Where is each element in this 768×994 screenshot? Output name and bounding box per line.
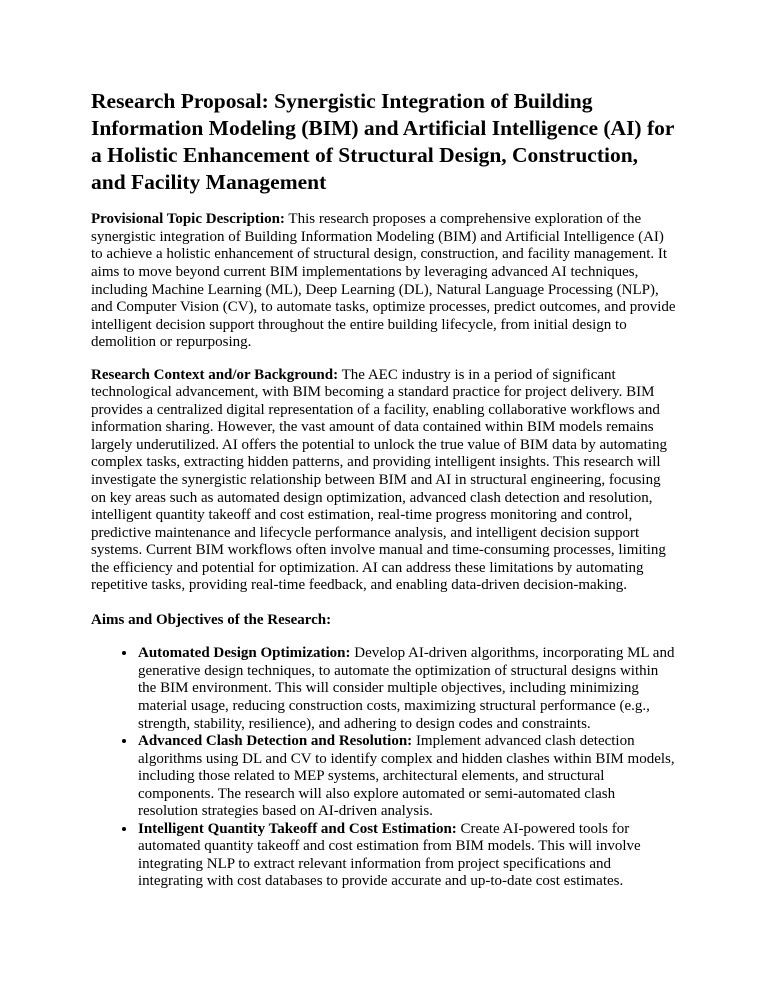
section-heading-aims-objectives: Aims and Objectives of the Research: [91,611,332,628]
bullet-item-clash-detection [137,733,677,821]
paragraph-text: The AEC industry is in a period of significant technological advancement, with BIM becoming a standard practice for project delivery. BIM provides a centralized digital representation of a facility, enabling collaborative workflows and information sharing. However, the vast amount of data contained within BIM models remains largely underutilized. AI offers the potential to unlock the true value of BIM data by automating complex tasks, extracting hidden patterns, and providing intelligent insights. This research will investigate the synergistic relationship between BIM and AI in structural engineering, focusing on key areas such as automated design optimization, advanced clash detection and resolution, intelligent quantity takeoff and cost estimation, real-time progress monitoring and control, predictive maintenance and lifecycle performance analysis, and intelligent decision support systems. Current BIM workflows often involve manual and time-consuming processes, limiting the efficiency and potential for optimization. AI can address these limitations by automating repetitive tasks, providing real-time feedback, and enabling data-driven decision-making. [91,366,667,594]
paragraph-research-context [91,367,677,595]
bullet-text: Develop AI-driven algorithms, incorporating ML and generative design techniques, to automate the optimization of structural designs within the BIM environment. This will consider multiple objectives, including minimizing material usage, reducing construction costs, maximizing structural performance (e.g., strength, stability, resilience), and adhering to design codes and constraints. [138,645,675,732]
bullet-item-quantity-takeoff [137,821,677,891]
bullet-item-design-optimization [137,645,677,733]
paragraph-topic-description [91,211,677,351]
bullet-text: Create AI-powered tools for automated quantity takeoff and cost estimation from BIM models. This will involve integrating NLP to extract relevant information from project specifications and integrating with cost databases to provide accurate and up-to-date cost estimates. [138,820,641,890]
paragraph-label: Provisional Topic Description: [91,211,285,228]
paragraph-label: Research Context and/or Background: [91,366,339,383]
objectives-bullet-list [91,645,677,891]
bullet-label: Automated Design Optimization: [138,645,351,662]
bullet-label: Advanced Clash Detection and Resolution: [138,733,413,750]
bullet-text: Implement advanced clash detection algorithms using DL and CV to identify complex and hidden clashes within BIM models, including those related to MEP systems, architectural elements, and structural components. The research will also explore automated or semi-automated clash resolution strategies based on AI-driven analysis. [138,733,675,820]
paragraph-text: This research proposes a comprehensive exploration of the synergistic integration of Building Information Modeling (BIM) and Artificial Intelligence (AI) to achieve a holistic enhancement of structural design, construction, and facility management. It aims to move beyond current BIM implementations by leveraging advanced AI techniques, including Machine Learning (ML), Deep Learning (DL), Natural Language Processing (NLP), and Computer Vision (CV), to automate tasks, optimize processes, predict outcomes, and provide intelligent decision support throughout the entire building lifecycle, from initial design to demolition or repurposing. [91,211,676,351]
bullet-label: Intelligent Quantity Takeoff and Cost Estimation: [138,820,457,837]
document-title: Research Proposal: Synergistic Integration of Building Information Modeling (BIM) and Artificial Intelligence (AI) for a Holistic Enhancement of Structural Design, Construction, and Facility Management [91,89,675,195]
